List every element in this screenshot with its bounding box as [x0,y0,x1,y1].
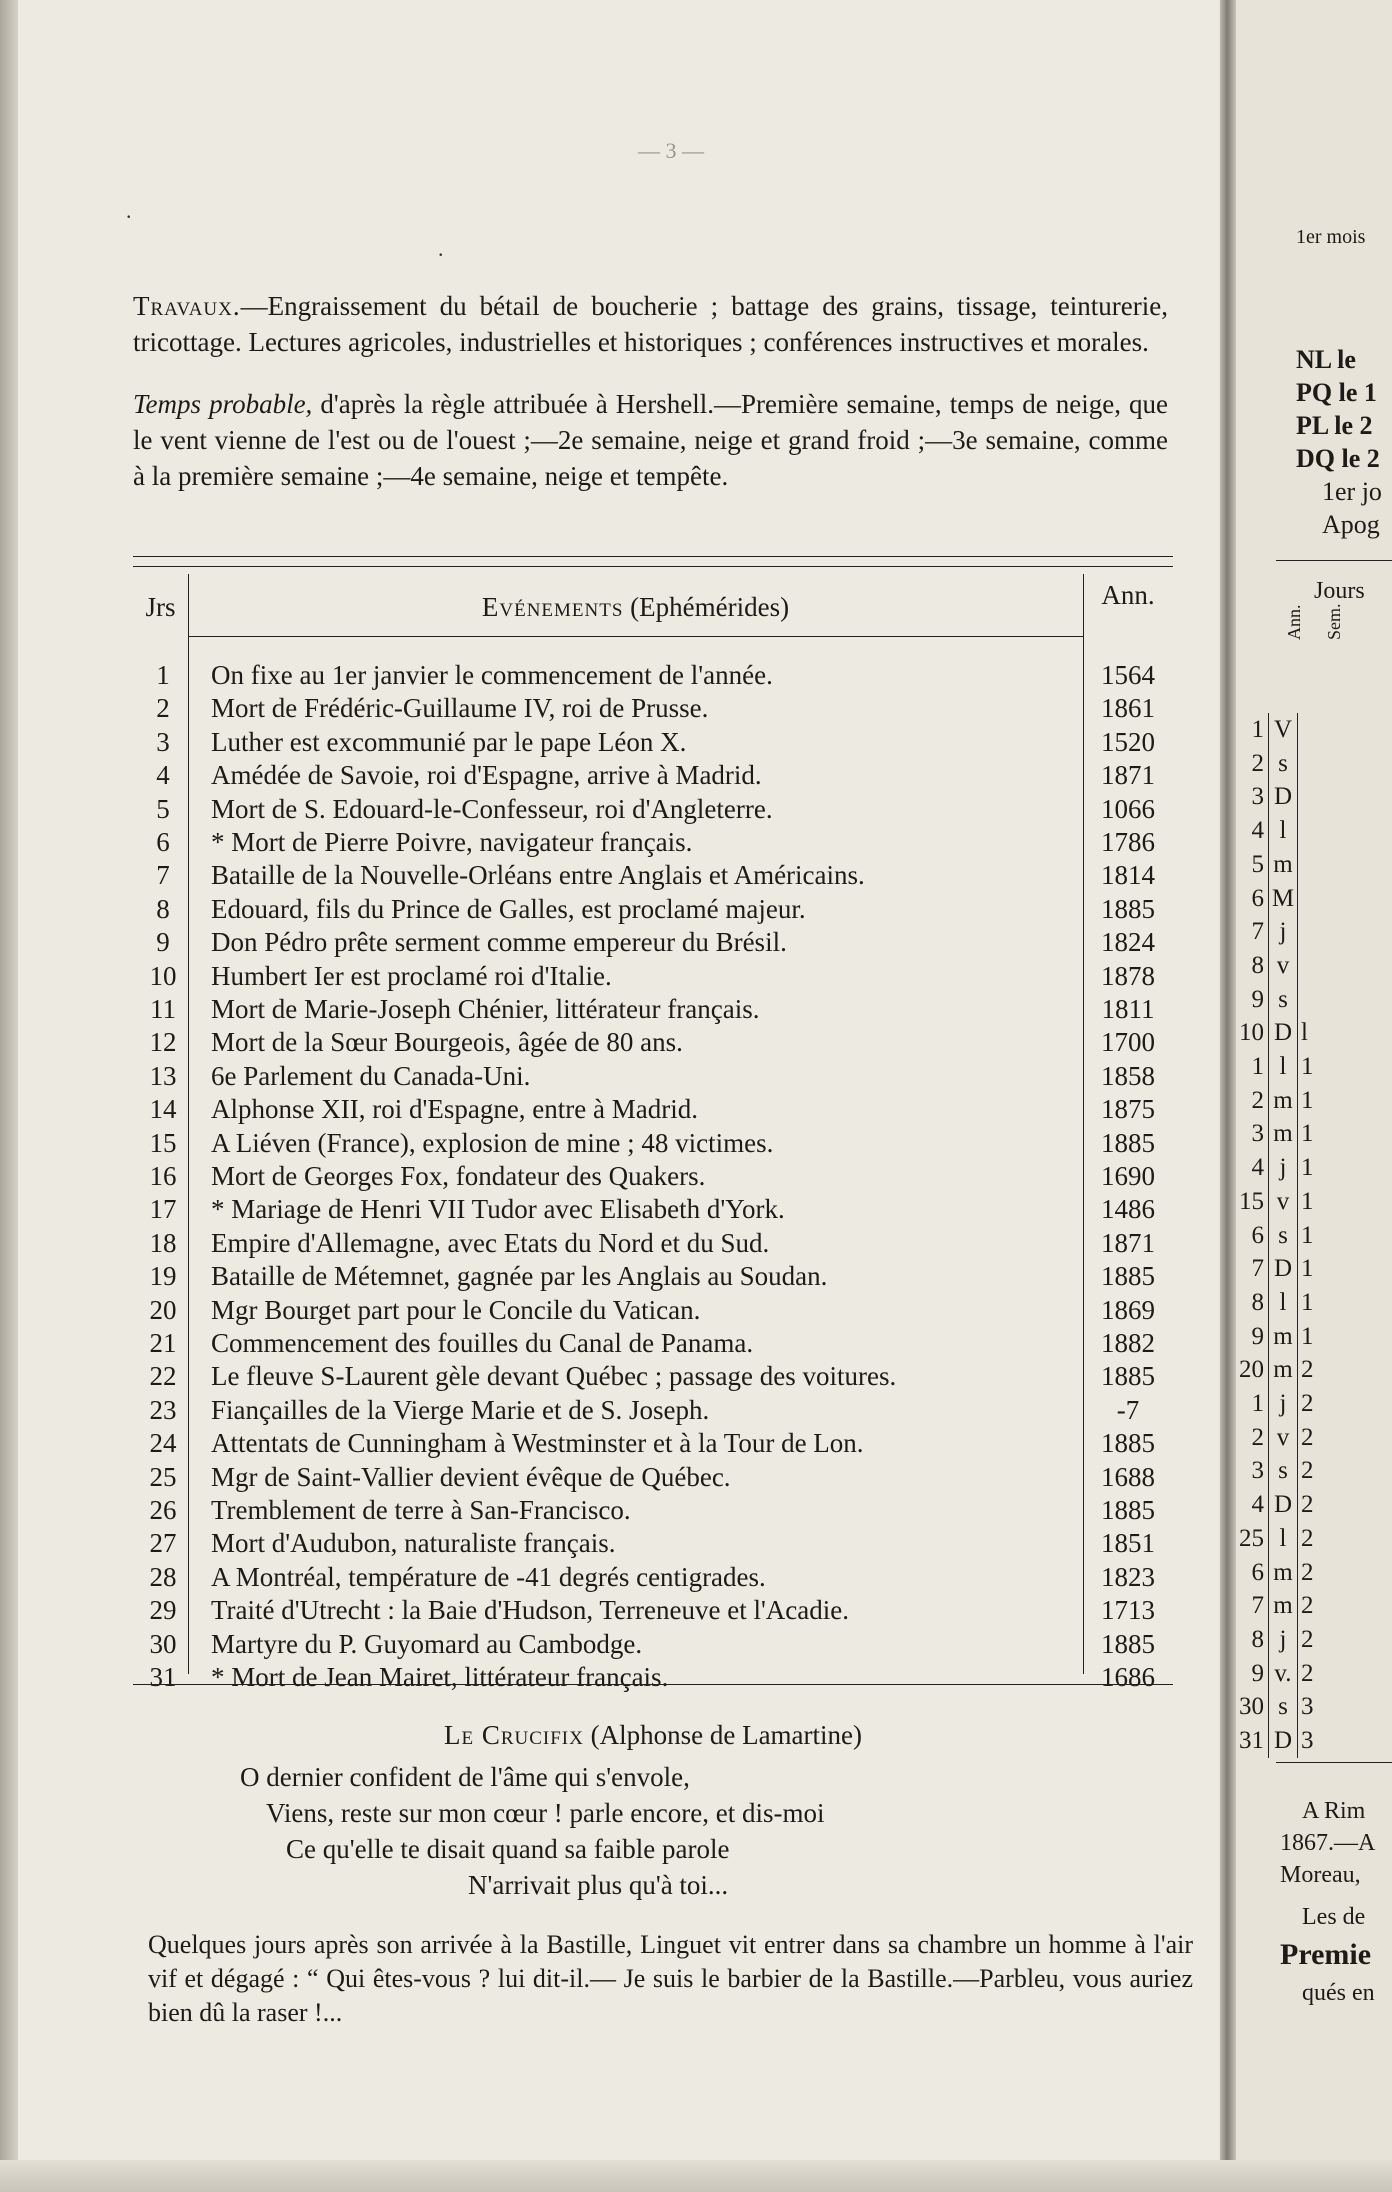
right-page [1236,0,1392,2192]
calendar-row [1236,1488,1331,1522]
day-cell: 30 [149,1628,177,1659]
calendar-weekday: l [1268,1050,1298,1084]
footer-line: qués en [1302,1980,1375,2006]
year-cell: 1885 [1101,893,1155,924]
header-jrs: Jrs [145,592,176,622]
divider [1276,1762,1392,1763]
table-row [133,1226,1173,1260]
day-cell: 4 [156,760,170,791]
col-an-label: Ann. [1284,604,1304,640]
year-cell: 1690 [1101,1161,1155,1191]
poem-line: N'arrivait plus qu'à toi... [468,1870,729,1900]
calendar-extra: 3 [1301,1727,1314,1754]
footer-line: A Rim [1302,1798,1366,1824]
phase-line: 1er jo [1322,477,1382,506]
calendar-weekday: m [1268,1353,1298,1387]
year-cell: 1786 [1101,827,1155,857]
year-cell: 1882 [1101,1328,1155,1358]
calendar-weekday: m [1268,1084,1298,1118]
calendar-day: 3 [1251,783,1264,811]
footer-line: 1867.—A [1280,1830,1376,1856]
year-cell: 1869 [1101,1294,1155,1325]
calendar-weekday: s [1268,1454,1298,1488]
divider [133,556,1173,557]
calendar-row [1236,1589,1331,1623]
table-row [133,758,1173,792]
event-cell: Humbert Ier est proclamé roi d'Italie. [211,960,612,991]
table-row [133,1460,1173,1494]
calendar-extra: 1 [1301,1154,1314,1182]
table-row [133,1593,1173,1627]
table-row [133,658,1173,692]
calendar-extra: 2 [1301,1423,1314,1451]
calendar-row [1236,1320,1331,1354]
year-cell: 1851 [1101,1528,1155,1559]
calendar-row [1236,915,1331,949]
calendar-day: 20 [1239,1356,1264,1384]
temps-label: Temps probable, [133,389,313,419]
table-row [133,959,1173,993]
day-cell: 12 [149,1027,177,1058]
calendar-weekday: m [1268,1117,1298,1151]
divider [133,566,1173,567]
phase-line: Apog [1322,510,1380,539]
event-cell: Commencement des fouilles du Canal de Panama. [211,1328,754,1358]
calendar-weekday: D [1268,1724,1298,1758]
event-cell: * Mort de Jean Mairet, littérateur français. [211,1662,669,1692]
footer-line: Premie [1280,1938,1372,1971]
table-row [133,792,1173,826]
book-edge-left [0,0,18,2192]
phase-line: PQ le 1 [1296,378,1377,407]
calendar-day: 9 [1251,985,1264,1013]
event-cell: Fiançailles de la Vierge Marie et de S. Joseph. [211,1394,710,1425]
calendar-day: 6 [1251,1558,1264,1586]
calendar-weekday: j [1268,1151,1298,1185]
calendar-row [1236,1522,1331,1556]
calendar-row [1236,1556,1331,1590]
day-cell: 13 [149,1060,177,1091]
table-row [133,1660,1173,1694]
calendar-row [1236,1353,1331,1387]
event-cell: * Mariage de Henri VII Tudor avec Elisabeth d'York. [211,1194,785,1225]
travaux-label: Travaux. [133,291,241,321]
year-cell: 1885 [1101,1628,1155,1659]
year-cell: 1885 [1101,1495,1155,1525]
table-row [133,1092,1173,1126]
calendar-extra: 1 [1301,1120,1314,1148]
calendar-row [1236,713,1331,747]
calendar-day: 8 [1251,1288,1264,1316]
year-cell: -7 [1116,1394,1140,1425]
year-cell: 1066 [1101,793,1155,824]
right-table-head: Jours [1314,578,1365,604]
phase-line: NL le [1296,345,1356,374]
year-cell: 1871 [1101,760,1155,791]
event-cell: Alphonse XII, roi d'Espagne, entre à Madrid. [211,1094,698,1125]
calendar-day: 31 [1239,1727,1264,1754]
calendar-row [1236,1690,1331,1724]
calendar-day: 9 [1251,1659,1264,1687]
calendar-row [1236,780,1331,814]
calendar-weekday: D [1268,1488,1298,1522]
day-cell: 11 [150,994,176,1024]
table-row [133,925,1173,959]
poem-title-rest: (Alphonse de Lamartine) [583,1720,863,1750]
table-row [133,1393,1173,1427]
day-cell: 7 [156,860,170,891]
calendar-day: 1 [1251,716,1264,743]
event-cell: A Montréal, température de -41 degrés centigrades. [211,1561,766,1592]
divider [133,1684,1173,1685]
table-row [133,1025,1173,1059]
calendar-extra: 2 [1301,1659,1314,1687]
event-cell: Mgr Bourget part pour le Concile du Vatican. [211,1294,701,1325]
calendar-row [1236,1421,1331,1455]
event-cell: Mort de Frédéric-Guillaume IV, roi de Prusse. [211,693,709,724]
calendar-extra: l [1301,1019,1308,1047]
calendar-day: 4 [1251,817,1264,845]
calendar-weekday: D [1268,780,1298,814]
left-page [18,0,1218,2192]
day-cell: 18 [149,1227,177,1258]
calendar-row [1236,1185,1331,1219]
poem-line: Viens, reste sur mon cœur ! parle encore, et dis-moi [266,1798,825,1828]
calendar-day: 2 [1251,749,1264,777]
header-events [188,592,1083,623]
event-cell: Don Pédro prête serment comme empereur du Brésil. [211,927,787,958]
calendar-weekday: v [1268,1421,1298,1455]
calendar-day: 1 [1251,1053,1264,1080]
calendar-extra: 1 [1301,1322,1314,1350]
event-cell: Mort d'Audubon, naturaliste français. [211,1528,616,1559]
calendar-row [1236,1050,1331,1084]
year-cell: 1700 [1101,1027,1155,1058]
day-cell: 17 [149,1194,177,1225]
calendar-weekday: l [1268,814,1298,848]
calendar-extra: 2 [1301,1491,1314,1519]
calendar-day: 3 [1251,1120,1264,1148]
calendar-row [1236,1623,1331,1657]
calendar-day: 9 [1251,1322,1264,1350]
calendar-day: 1 [1251,1390,1264,1417]
calendar-extra: 1 [1301,1221,1314,1249]
day-cell: 1 [156,660,170,690]
calendar-day: 25 [1239,1524,1264,1552]
calendar-row [1236,1084,1331,1118]
year-cell: 1871 [1101,1227,1155,1258]
calendar-extra: 2 [1301,1625,1314,1653]
year-cell: 1875 [1101,1094,1155,1125]
poem-title [133,1720,1173,1751]
day-cell: 8 [156,893,170,924]
event-cell: Attentats de Cunningham à Westminster et à la Tour de Lon. [211,1428,864,1459]
year-cell: 1486 [1101,1194,1155,1225]
calendar-row [1236,1286,1331,1320]
divider [1276,560,1392,561]
phase-line: PL le 2 [1296,411,1373,440]
table-row [133,1293,1173,1327]
calendar-weekday: m [1268,1556,1298,1590]
event-cell: Bataille de la Nouvelle-Orléans entre Anglais et Américains. [211,860,865,891]
calendar-weekday: j [1268,1387,1298,1421]
calendar-day: 3 [1251,1457,1264,1485]
table-row [133,1359,1173,1393]
calendar-weekday: s [1268,1219,1298,1253]
margin-mark: . [126,198,132,223]
calendar-day: 4 [1251,1154,1264,1182]
calendar-extra: 2 [1301,1524,1314,1552]
day-cell: 19 [149,1261,177,1292]
calendar-day: 4 [1251,1491,1264,1519]
day-cell: 20 [149,1294,177,1325]
event-cell: * Mort de Pierre Poivre, navigateur français. [211,827,693,857]
calendar-weekday: v [1268,949,1298,983]
ephemerides-table [133,574,1173,1692]
table-row [133,1159,1173,1193]
calendar-row [1236,1016,1331,1050]
day-cell: 10 [149,960,177,991]
calendar-day: 15 [1239,1187,1264,1215]
calendar-weekday: M [1268,882,1298,916]
table-row [133,1259,1173,1293]
calendar-row [1236,1252,1331,1286]
temps-text: d'après la règle attribuée à Hershell.—Première semaine, temps de neige, que le vent vienne de l'est ou de l'ouest ;—2e semaine, neige et grand froid ;—3e semaine, comme à la première semaine ;—4e semaine, neige et tempête. [133,389,1168,491]
book-gutter [1220,0,1236,2192]
calendar-extra: 2 [1301,1356,1314,1384]
day-cell: 24 [149,1428,177,1459]
day-cell: 15 [149,1127,177,1158]
day-cell: 3 [156,726,170,757]
year-cell: 1688 [1101,1461,1155,1492]
table-row [133,1192,1173,1226]
calendar-weekday: V [1268,713,1298,747]
day-cell: 22 [149,1361,177,1392]
event-cell: Amédée de Savoie, roi d'Espagne, arrive à Madrid. [211,760,762,791]
right-header: 1er mois [1296,226,1366,248]
day-cell: 21 [149,1328,177,1358]
calendar-weekday: s [1268,747,1298,781]
header-ann: Ann. [1101,580,1155,610]
calendar-day: 30 [1239,1693,1264,1721]
footer-line: Moreau, [1280,1862,1361,1888]
calendar-day: 7 [1251,918,1264,946]
calendar-day: 5 [1251,850,1264,878]
calendar-row [1236,949,1331,983]
calendar-row [1236,1117,1331,1151]
day-cell: 6 [156,827,170,857]
table-row [133,892,1173,926]
calendar-day: 2 [1251,1086,1264,1114]
event-cell: Mort de Marie-Joseph Chénier, littérateur français. [211,994,760,1024]
header-events-caps: Evénements [481,592,624,622]
event-cell: Mort de la Sœur Bourgeois, âgée de 80 ans. [211,1027,683,1058]
calendar-weekday: j [1268,1623,1298,1657]
calendar-day: 10 [1239,1019,1264,1047]
calendar-weekday: j [1268,915,1298,949]
calendar-extra: 1 [1301,1086,1314,1114]
event-cell: Mgr de Saint-Vallier devient évêque de Québec. [211,1461,731,1492]
calendar-weekday: D [1268,1016,1298,1050]
year-cell: 1564 [1101,660,1155,690]
table-row [133,1627,1173,1661]
calendar-extra: 1 [1301,1187,1314,1215]
table-row [133,825,1173,859]
day-cell: 31 [149,1662,177,1692]
calendar-extra: 3 [1301,1693,1314,1721]
event-cell: Traité d'Utrecht : la Baie d'Hudson, Terreneuve et l'Acadie. [211,1595,850,1626]
calendar-row [1236,983,1331,1017]
event-cell: Tremblement de terre à San-Francisco. [211,1495,631,1525]
calendar-weekday: s [1268,1690,1298,1724]
event-cell: Le fleuve S-Laurent gèle devant Québec ; passage des voitures. [211,1361,897,1392]
calendar-extra: 1 [1301,1053,1314,1080]
event-cell: Mort de S. Edouard-le-Confesseur, roi d'Angleterre. [211,793,773,824]
day-cell: 29 [149,1595,177,1626]
calendar-day: 8 [1251,951,1264,979]
phase-line: DQ le 2 [1296,444,1380,473]
table-row [133,1126,1173,1160]
table-row [133,1493,1173,1527]
event-cell: 6e Parlement du Canada-Uni. [211,1060,531,1091]
temps-paragraph [133,386,1168,494]
year-cell: 1823 [1101,1561,1155,1592]
calendar-row [1236,1724,1331,1758]
year-cell: 1814 [1101,860,1155,891]
table-row [133,1059,1173,1093]
calendar-extra: 1 [1301,1255,1314,1283]
calendar-weekday: m [1268,848,1298,882]
calendar-day: 6 [1251,884,1264,912]
travaux-text: —Engraissement du bétail de boucherie ; battage des grains, tissage, teinturerie, tricottage. Lectures agricoles, industrielles et historiques ; conférences instructives et morales. [133,291,1168,357]
table-row [133,691,1173,725]
header-rule [188,636,1083,637]
calendar-row [1236,1219,1331,1253]
calendar-weekday: s [1268,983,1298,1017]
calendar-day: 7 [1251,1255,1264,1283]
calendar-row [1236,848,1331,882]
calendar-weekday: m [1268,1320,1298,1354]
calendar-extra: 2 [1301,1558,1314,1586]
year-cell: 1713 [1101,1595,1155,1626]
day-cell: 14 [149,1094,177,1125]
poem-title-caps: Le Crucifix [443,1720,584,1750]
calendar-extra: 1 [1301,1288,1314,1316]
calendar-weekday: m [1268,1589,1298,1623]
day-cell: 5 [156,793,170,824]
day-cell: 27 [149,1528,177,1559]
year-cell: 1861 [1101,693,1155,724]
calendar-extra: 2 [1301,1390,1314,1417]
travaux-paragraph [133,288,1168,360]
margin-mark: . [438,236,444,261]
calendar-row [1236,1151,1331,1185]
day-cell: 28 [149,1561,177,1592]
year-cell: 1885 [1101,1428,1155,1459]
page-number: — 3 — [638,138,704,163]
event-cell: A Liéven (France), explosion de mine ; 48 victimes. [211,1127,774,1158]
table-row [133,1560,1173,1594]
table-row [133,1326,1173,1360]
day-cell: 2 [156,693,170,724]
table-row [133,1426,1173,1460]
calendar-row [1236,1657,1331,1691]
calendar-weekday: l [1268,1522,1298,1556]
day-cell: 9 [156,927,170,958]
calendar-weekday: v. [1268,1657,1298,1691]
event-cell: Bataille de Métemnet, gagnée par les Anglais au Soudan. [211,1261,828,1292]
table-row [133,992,1173,1026]
year-cell: 1811 [1101,994,1155,1024]
calendar-extra: 2 [1301,1457,1314,1485]
page-bottom-edge [0,2160,1392,2192]
event-cell: Mort de Georges Fox, fondateur des Quakers. [211,1161,706,1191]
day-cell: 26 [149,1495,177,1525]
year-cell: 1824 [1101,927,1155,958]
calendar-day: 8 [1251,1625,1264,1653]
calendar-weekday: l [1268,1286,1298,1320]
calendar-day: 2 [1251,1423,1264,1451]
anecdote-paragraph: Quelques jours après son arrivée à la Bastille, Linguet vit entrer dans sa chambre un homme à l'air vif et dégagé : “ Qui êtes-vous ? lui dit-il.— Je suis le barbier de la Bastille.—Parbleu, vous auriez bien dû la raser !... [148,1930,1193,2027]
day-cell: 25 [149,1461,177,1492]
calendar-row [1236,1454,1331,1488]
poem-line: Ce qu'elle te disait quand sa faible parole [286,1834,730,1864]
year-cell: 1858 [1101,1060,1155,1091]
calendar-weekday: v [1268,1185,1298,1219]
calendar-row [1236,747,1331,781]
day-cell: 23 [149,1394,177,1425]
col-sem-label: Sem. [1324,603,1344,640]
event-cell: Martyre du P. Guyomard au Cambodge. [211,1628,643,1659]
year-cell: 1885 [1101,1261,1155,1292]
year-cell: 1686 [1101,1662,1155,1692]
poem-line: O dernier confident de l'âme qui s'envole, [240,1762,690,1792]
event-cell: Edouard, fils du Prince de Galles, est proclamé majeur. [211,893,806,924]
header-events-rest: (Ephémérides) [623,592,790,622]
year-cell: 1520 [1101,726,1155,757]
day-cell: 16 [149,1161,177,1191]
year-cell: 1878 [1101,960,1155,991]
event-cell: On fixe au 1er janvier le commencement de l'année. [211,660,773,690]
calendar-row [1236,882,1331,916]
footer-line: Les de [1302,1904,1366,1930]
table-row [133,725,1173,759]
event-cell: Luther est excommunié par le pape Léon X. [211,726,687,757]
calendar-row [1236,1387,1331,1421]
calendar-row [1236,814,1331,848]
calendar-weekday: D [1268,1252,1298,1286]
calendar-day: 7 [1251,1592,1264,1620]
calendar-day: 6 [1251,1221,1264,1249]
calendar-extra: 2 [1301,1592,1314,1620]
year-cell: 1885 [1101,1361,1155,1392]
table-row [133,858,1173,892]
event-cell: Empire d'Allemagne, avec Etats du Nord et du Sud. [211,1227,770,1258]
year-cell: 1885 [1101,1127,1155,1158]
table-row [133,1526,1173,1560]
